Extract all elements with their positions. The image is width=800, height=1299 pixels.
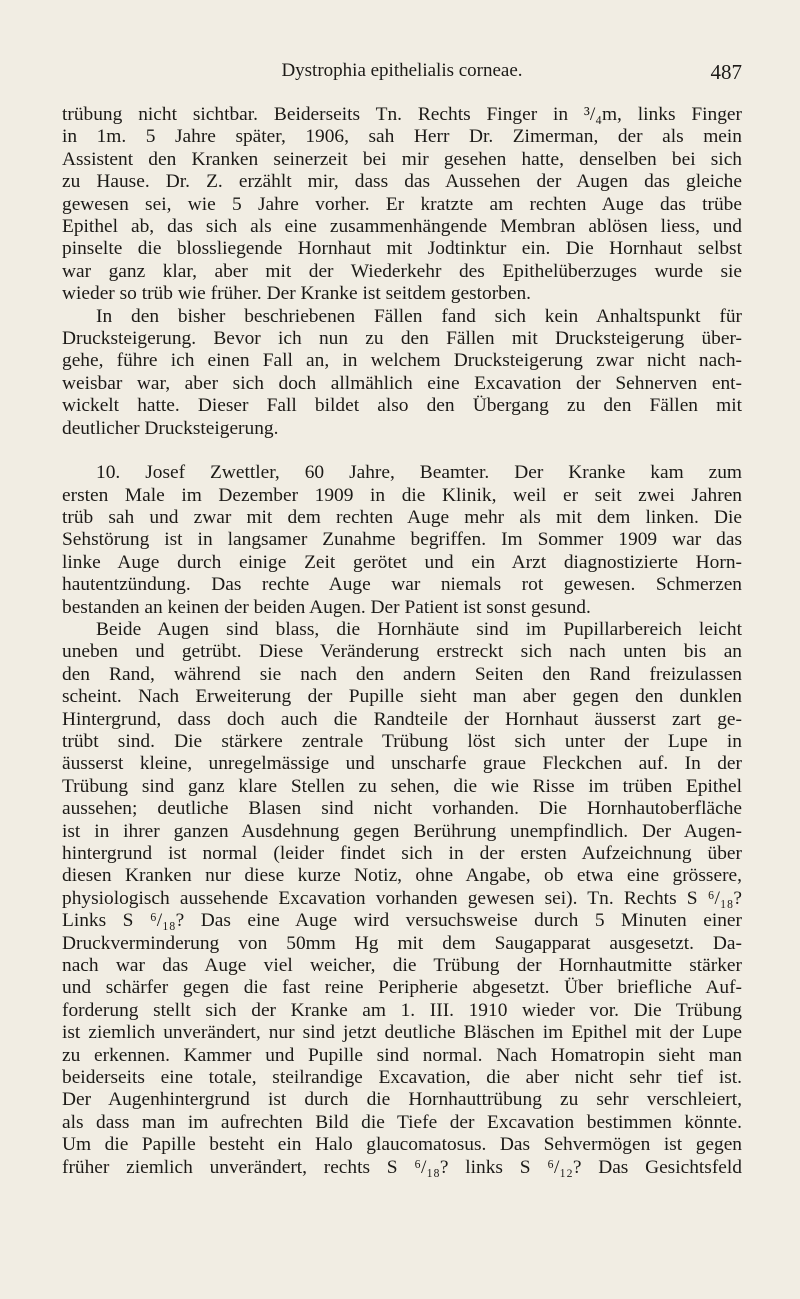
text-line: Um die Papille besteht ein Halo glaucomatosus. Das Sehvermögen ist gegen	[62, 1134, 742, 1156]
page-number: 487	[710, 60, 742, 84]
text-line: und schärfer gegen die fast reine Peripherie abgesetzt. Über briefliche Auf-	[62, 977, 742, 999]
text-line: wieder so trüb wie früher. Der Kranke ist seitdem gestorben.	[62, 283, 532, 305]
text-line: diesen Kranken nur diese kurze Notiz, ohne Angabe, ob etwa eine grössere,	[62, 865, 742, 887]
text-line: nach war das Auge viel weicher, die Trübung der Hornhautmitte stärker	[62, 955, 742, 977]
text-line: ersten Male im Dezember 1909 in die Klinik, weil er seit zwei Jahren	[62, 484, 742, 506]
text-line: pinselte die blossliegende Hornhaut mit Jodtinktur ein. Die Hornhaut selbst	[62, 238, 742, 260]
text-line: Links S ⁶/₁₈? Das eine Auge wird versuchsweise durch 5 Minuten einer	[62, 910, 742, 932]
paragraph	[62, 306, 742, 440]
text-line: trübt sind. Die stärkere zentrale Trübung löst sich unter der Lupe in	[62, 730, 742, 752]
text-line: hintergrund ist normal (leider findet sich in der ersten Aufzeichnung über	[62, 843, 742, 864]
running-title: Dystrophia epithelialis corneae.	[281, 60, 523, 81]
text-line: beiderseits eine totale, steilrandige Excavation, die aber nicht sehr tief ist.	[62, 1067, 742, 1089]
text-line: forderung stellt sich der Kranke am 1. III. 1910 wieder vor. Die Trübung	[62, 999, 742, 1021]
text-line: aussehen; deutliche Blasen sind nicht vorhanden. Die Hornhautoberfläche	[62, 798, 742, 820]
text-line: physiologisch aussehende Excavation vorhanden gewesen sei). Tn. Rechts S ⁶/₁₈?	[62, 887, 742, 909]
text-line: gewesen sei, wie 5 Jahre vorher. Er kratzte am rechten Auge das trübe	[62, 193, 742, 215]
text-line: gehe, führe ich einen Fall an, in welchem Drucksteigerung zwar nicht nach-	[62, 350, 742, 372]
text-line: trübung nicht sichtbar. Beiderseits Tn. Rechts Finger in ³/₄m, links Finger	[62, 104, 742, 125]
paragraph	[62, 104, 742, 306]
text-line: trüb sah und zwar mit dem rechten Auge mehr als mit dem linken. Die	[62, 506, 742, 528]
text-line: In den bisher beschriebenen Fällen fand sich kein Anhaltspunkt für	[96, 305, 742, 327]
text-line: Trübung sind ganz klare Stellen zu sehen, die wie Risse im trüben Epithel	[62, 775, 742, 797]
text-line: scheint. Nach Erweiterung der Pupille sieht man aber gegen den dunklen	[62, 686, 742, 708]
text-line: wickelt hatte. Dieser Fall bildet also den Übergang zu den Fällen mit	[62, 395, 742, 417]
running-header	[62, 60, 742, 86]
text-line: ist ziemlich unverändert, nur sind jetzt deutliche Bläschen im Epithel mit der Lupe	[62, 1022, 742, 1044]
body-text	[62, 104, 742, 1179]
text-line: früher ziemlich unverändert, rechts S ⁶/₁₈? links S ⁶/₁₂? Das Gesichtsfeld	[62, 1156, 742, 1178]
text-line: deutlicher Drucksteigerung.	[62, 417, 279, 439]
text-line: den Rand, während sie nach den andern Seiten den Rand freizulassen	[62, 663, 742, 685]
text-line: Hintergrund, dass doch auch die Randteile der Hornhaut äusserst zart ge-	[62, 708, 742, 730]
text-line: weisbar war, aber sich doch allmählich eine Excavation der Sehnerven ent-	[62, 372, 742, 394]
text-line: war ganz klar, aber mit der Wiederkehr des Epithelüberzuges wurde sie	[62, 260, 742, 282]
text-line: zu erkennen. Kammer und Pupille sind normal. Nach Homatropin sieht man	[62, 1044, 742, 1066]
text-line: bestanden an keinen der beiden Augen. Der Patient ist sonst gesund.	[62, 596, 591, 618]
text-line: hautentzündung. Das rechte Auge war niemals rot gewesen. Schmerzen	[62, 574, 742, 596]
text-line: Sehstörung ist in langsamer Zunahme begriffen. Im Sommer 1909 war das	[62, 529, 742, 551]
book-page	[62, 60, 742, 1179]
text-line: Druckverminderung von 50mm Hg mit dem Saugapparat ausgesetzt. Da-	[62, 932, 742, 954]
text-line: linke Auge durch einige Zeit gerötet und ein Arzt diagnostizierte Horn-	[62, 551, 742, 573]
paragraph	[62, 619, 742, 1179]
text-line: in 1m. 5 Jahre später, 1906, sah Herr Dr. Zimerman, der als mein	[62, 126, 742, 148]
text-line: äusserst kleine, unregelmässige und unscharfe graue Fleckchen auf. In der	[62, 753, 742, 775]
text-line: zu Hause. Dr. Z. erzählt mir, dass das Aussehen der Augen das gleiche	[62, 171, 742, 193]
text-line: Beide Augen sind blass, die Hornhäute sind im Pupillarbereich leicht	[96, 618, 742, 640]
text-line: Drucksteigerung. Bevor ich nun zu den Fällen mit Drucksteigerung über-	[62, 328, 742, 350]
text-line: Der Augenhintergrund ist durch die Hornhauttrübung zu sehr verschleiert,	[62, 1089, 742, 1111]
text-line: ist in ihrer ganzen Ausdehnung gegen Berührung unempfindlich. Der Augen-	[62, 820, 742, 842]
section-gap	[62, 440, 742, 462]
text-line: Assistent den Kranken seinerzeit bei mir gesehen hatte, denselben bei sich	[62, 148, 742, 170]
text-line: 10. Josef Zwettler, 60 Jahre, Beamter. Der Kranke kam zum	[96, 462, 742, 484]
text-line: als dass man im aufrechten Bild die Tiefe der Excavation bestimmen könnte.	[62, 1111, 742, 1133]
text-line: Epithel ab, das sich als eine zusammenhängende Membran ablösen liess, und	[62, 216, 742, 238]
text-line: uneben und getrübt. Diese Veränderung erstreckt sich nach unten bis an	[62, 641, 742, 663]
paragraph	[62, 462, 742, 619]
